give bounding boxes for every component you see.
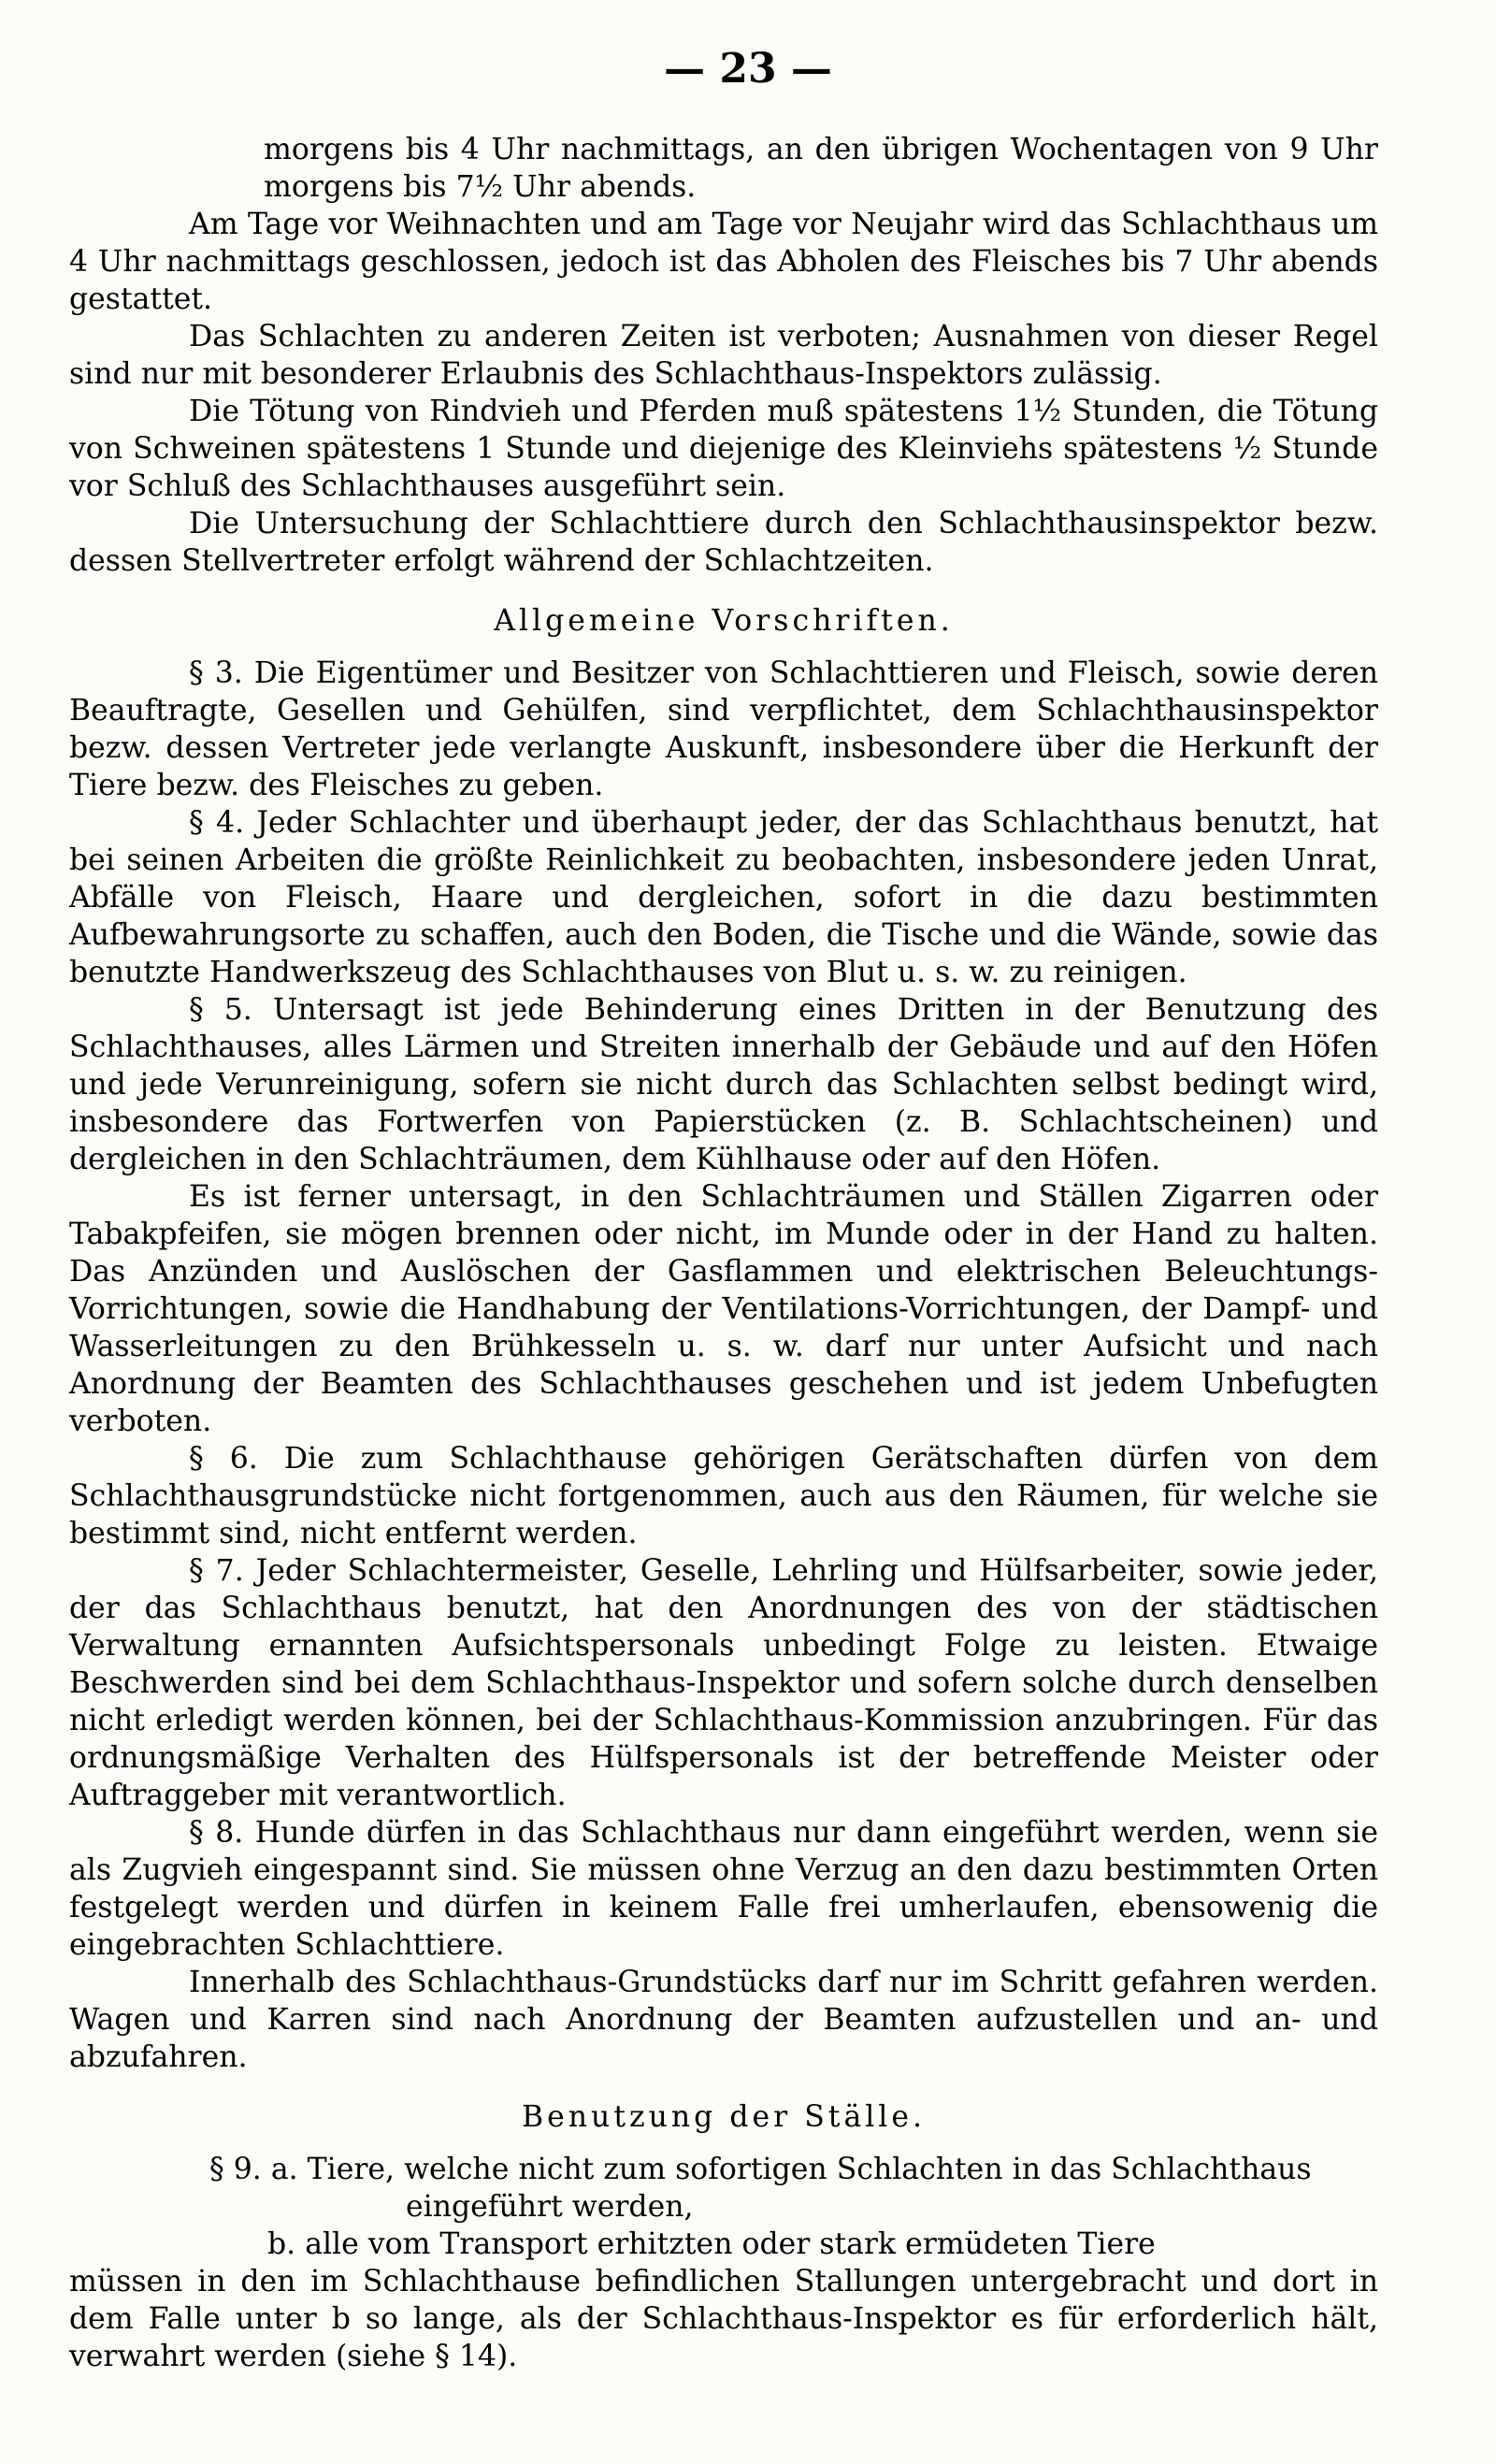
paragraph-opening-hours: morgens bis 4 Uhr nachmittags, an den übrigen Wochentagen von 9 Uhr morgens bis 7½ Uhr abends.: [264, 133, 1378, 204]
paragraph-inspection: Die Untersuchung der Schlachttiere durch den Schlachthausinspektor bezw. dessen Stellvertreter erfolgt während der Schlachtzeiten.: [69, 507, 1378, 578]
paragraph-section-9-a: § 9. a. Tiere, welche nicht zum sofortigen Schlachten in das Schlachthaus eingeführt werden,: [209, 2153, 1312, 2224]
paragraph-section-8-continued: Innerhalb des Schlachthaus-Grundstücks darf nur im Schritt gefahren werden. Wagen und Karren sind nach Anordnung der Beamten aufzustellen und an- und abzufahren.: [69, 1966, 1378, 2074]
page-number: — 23 —: [664, 45, 832, 93]
paragraph-section-5: § 5. Untersagt ist jede Behinderung eines Dritten in der Benutzung des Schlachthauses, alles Lärmen und Streiten innerhalb der Gebäude und auf den Höfen und jede Verunreinigung, sofern sie nicht durch das Schlachten selbst bedingt wird, insbesondere das Fortwerfen von Papierstücken (z. B. Schlachtscheinen) und dergleichen in den Schlachträumen, dem Kühlhause oder auf den Höfen.: [69, 993, 1378, 1176]
paragraph-section-8: § 8. Hunde dürfen in das Schlachthaus nur dann eingeführt werden, wenn sie als Zugvieh eingespannt sind. Sie müssen ohne Verzug an den dazu bestimmten Orten festgelegt werden und dürfen in keinem Falle frei umherlaufen, ebensowenig die eingebrachten Schlachttiere.: [69, 1816, 1378, 1962]
paragraph-section-7: § 7. Jeder Schlachtermeister, Geselle, Lehrling und Hülfsarbeiter, sowie jeder, der das Schlachthaus benutzt, hat den Anordnungen des von der städtischen Verwaltung ernannten Aufsichtspersonals unbedingt Folge zu leisten. Etwaige Beschwerden sind bei dem Schlachthaus-Inspektor und sofern solche durch denselben nicht erledigt werden können, bei der Schlachthaus-Kommission anzubringen. Für das ordnungsmäßige Verhalten des Hülfspersonals ist der betreffende Meister oder Auftraggeber mit verantwortlich.: [69, 1554, 1378, 1812]
section-heading-stables: Benutzung der Ställe.: [521, 2100, 927, 2134]
paragraph-section-9-c: müssen in den im Schlachthause befindlichen Stallungen untergebracht und dort in dem Falle unter b so lange, als der Schlachthaus-Inspektor es für erforderlich hält, verwahrt werden (siehe § 14).: [69, 2265, 1378, 2373]
paragraph-section-9-b: b. alle vom Transport erhitzten oder stark ermüdeten Tiere: [267, 2227, 1156, 2261]
section-heading-general: Allgemeine Vorschriften.: [494, 604, 954, 638]
document-body: [69, 131, 1378, 2375]
paragraph-killing-times: Die Tötung von Rindvieh und Pferden muß spätestens 1½ Stunden, die Tötung von Schweinen spätestens 1 Stunde und diejenige des Kleinviehs spätestens ½ Stunde vor Schluß des Schlachthauses ausgeführt sein.: [69, 395, 1378, 503]
paragraph-section-5-continued: Es ist ferner untersagt, in den Schlachträumen und Ställen Zigarren oder Tabakpfeifen, sie mögen brennen oder nicht, im Munde oder in der Hand zu halten. Das Anzünden und Auslöschen der Gasflammen und elektrischen Beleuchtungs-Vorrichtungen, sowie die Handhabung der Ventilations-Vorrichtungen, der Dampf- und Wasserleitungen zu den Brühkesseln u. s. w. darf nur unter Aufsicht und nach Anordnung der Beamten des Schlachthauses geschehen und ist jedem Unbefugten verboten.: [69, 1180, 1378, 1438]
paragraph-holidays: Am Tage vor Weihnachten und am Tage vor Neujahr wird das Schlachthaus um 4 Uhr nachmittags geschlossen, jedoch ist das Abholen des Fleisches bis 7 Uhr abends gestattet.: [69, 208, 1378, 316]
paragraph-section-6: § 6. Die zum Schlachthause gehörigen Gerätschaften dürfen von dem Schlachthausgrundstücke nicht fortgenommen, auch aus den Räumen, für welche sie bestimmt sind, nicht entfernt werden.: [69, 1442, 1378, 1550]
paragraph-section-4: § 4. Jeder Schlachter und überhaupt jeder, der das Schlachthaus benutzt, hat bei seinen Arbeiten die größte Reinlichkeit zu beobachten, insbesondere jeden Unrat, Abfälle von Fleisch, Haare und dergleichen, sofort in die dazu bestimmten Aufbewahrungsorte zu schaffen, auch den Boden, die Tische und die Wände, sowie das benutzte Handwerkszeug des Schlachthauses von Blut u. s. w. zu reinigen.: [69, 806, 1378, 989]
paragraph-section-3: § 3. Die Eigentümer und Besitzer von Schlachttieren und Fleisch, sowie deren Beauftragte, Gesellen und Gehülfen, sind verpflichtet, dem Schlachthausinspektor bezw. dessen Vertreter jede verlangte Auskunft, insbesondere über die Herkunft der Tiere bezw. des Fleisches zu geben.: [69, 656, 1378, 802]
paragraph-other-times: Das Schlachten zu anderen Zeiten ist verboten; Ausnahmen von dieser Regel sind nur mit besonderer Erlaubnis des Schlachthaus-Inspektors zulässig.: [69, 320, 1378, 391]
